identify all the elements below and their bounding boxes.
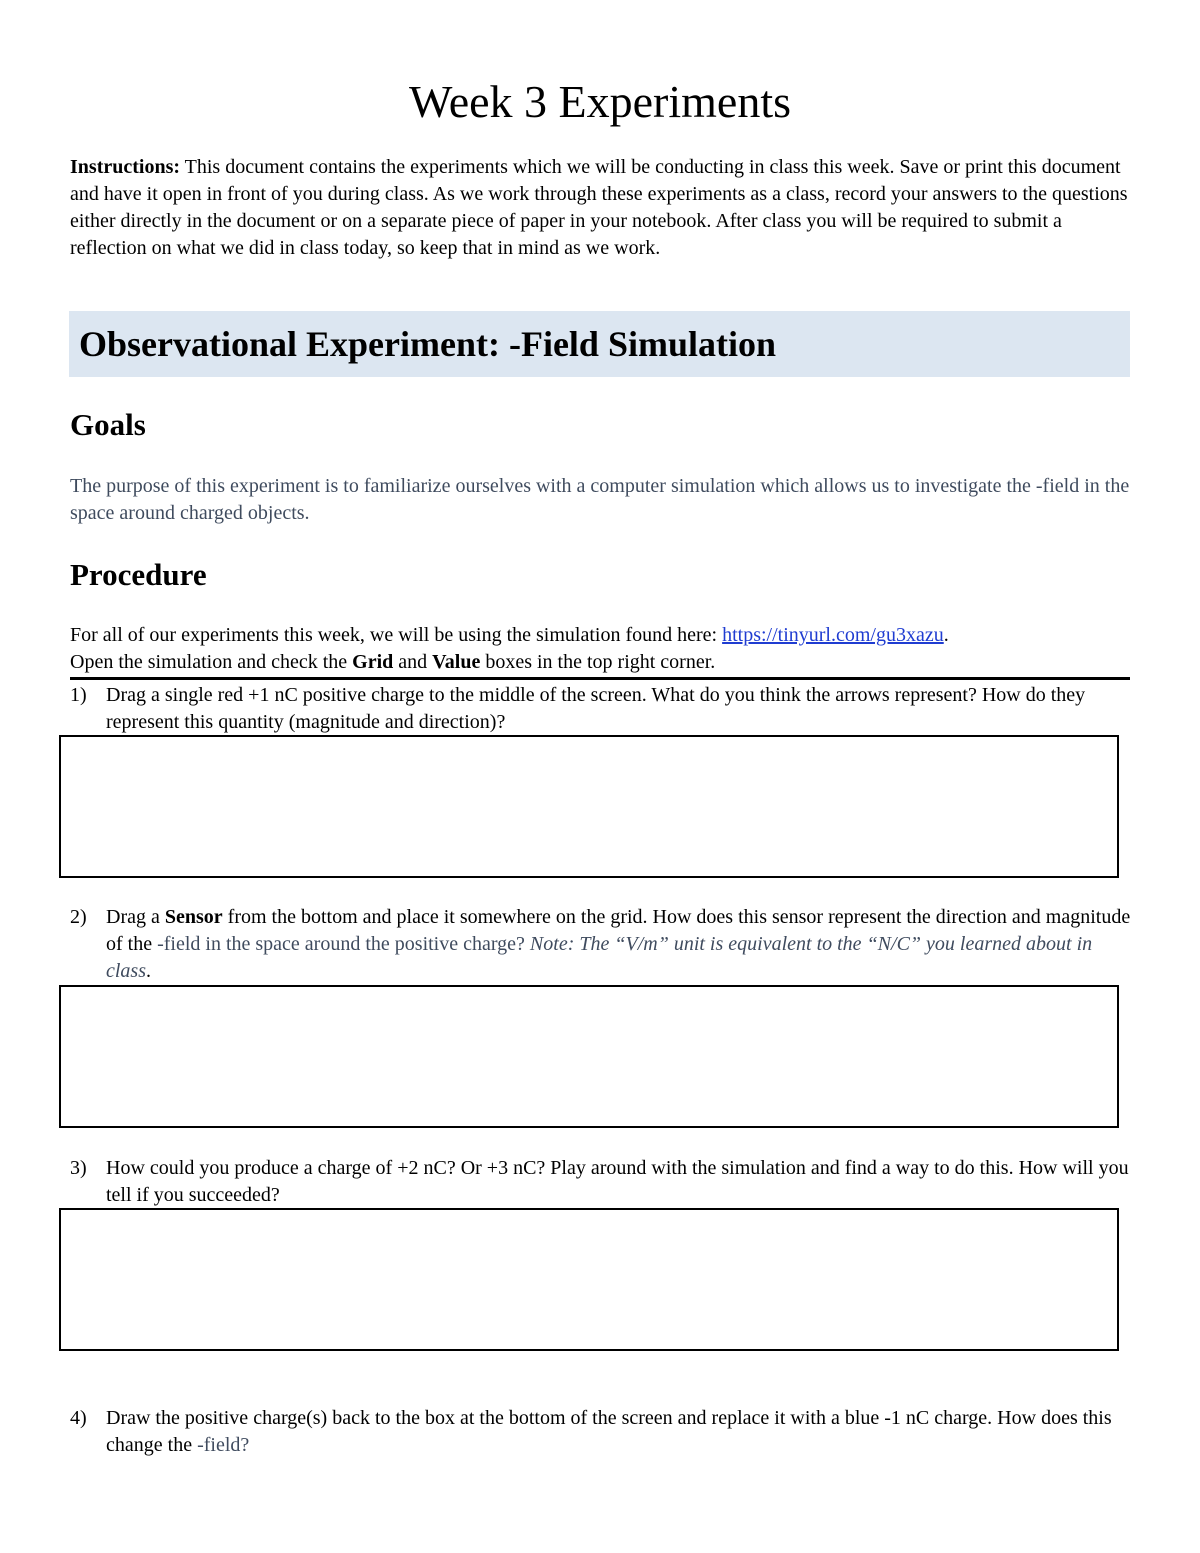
question-text: How could you produce a charge of +2 nC? Or +3 nC? Play around with the simulation and find a way to do this. How will you tell if you succeeded? <box>106 1157 1129 1206</box>
instructions-text: This document contains the experiments which we will be conducting in class this week. Save or print this document and have it open in front of you during class. As we work through these experiments as a class, record your answers to the questions either directly in the document or on a separate piece of paper in your notebook. After class you will be required to submit a reflection on what we did in class today, so keep that in mind as we work. <box>70 156 1128 259</box>
answer-box-1[interactable] <box>59 735 1119 878</box>
question-3 <box>70 1155 1132 1209</box>
procedure-open-text: Open the simulation and check the <box>70 651 353 673</box>
question-number: 3) <box>70 1157 87 1179</box>
question-text-start: Draw the positive charge(s) back to the box at the bottom of the screen and replace it with a blue -1 nC charge. How does this change the <box>106 1407 1112 1456</box>
question-text <box>70 904 1132 985</box>
question-text-end: . <box>146 960 151 982</box>
page-title: Week 3 Experiments <box>408 76 792 127</box>
sensor-label: Sensor <box>164 906 223 928</box>
field-text: -field in the space around the positive charge? <box>157 933 530 955</box>
question-text-middle: from the bottom and place it somewhere on the grid. How does this sensor represent the direction and magnitude of the <box>106 906 1131 955</box>
question-text-start: Drag a <box>106 906 165 928</box>
value-label: Value <box>432 651 481 673</box>
procedure-heading: Procedure <box>70 557 207 592</box>
goals-heading: Goals <box>70 407 146 442</box>
goals-text: The purpose of this experiment is to familiarize ourselves with a computer simulation which allows us to investigate the -field in the space around charged objects. <box>70 475 1130 524</box>
answer-box-3[interactable] <box>59 1208 1119 1351</box>
question-number: 2) <box>70 906 87 928</box>
procedure-intro-text: For all of our experiments this week, we will be using the simulation found here: <box>70 624 723 646</box>
grid-label: Grid <box>352 651 394 673</box>
answer-box-2[interactable] <box>59 985 1119 1128</box>
procedure-and-text: and <box>393 651 433 673</box>
section-banner <box>69 311 1130 377</box>
procedure-corner-text: boxes in the top right corner. <box>480 651 716 673</box>
question-1 <box>70 682 1132 736</box>
section-title: Observational Experiment: -Field Simulation <box>79 324 776 364</box>
instructions-paragraph <box>70 154 1135 262</box>
question-text <box>70 1405 1132 1459</box>
field-text: -field? <box>197 1434 250 1456</box>
question-number: 4) <box>70 1407 87 1429</box>
simulation-link[interactable]: https://tinyurl.com/gu3xazu <box>722 624 944 646</box>
units-note: Note: The “V/m” unit is equivalent to the “N/C” you learned about in class <box>106 933 1093 982</box>
question-4 <box>70 1405 1132 1459</box>
question-2 <box>70 904 1132 985</box>
instructions-label: Instructions: <box>70 156 181 178</box>
question-text: Drag a single red +1 nC positive charge to the middle of the screen. What do you think the arrows represent? How do they represent this quantity (magnitude and direction)? <box>106 684 1086 733</box>
question-number: 1) <box>70 684 87 706</box>
procedure-intro-period: . <box>943 624 949 646</box>
procedure-intro <box>70 622 1130 676</box>
horizontal-rule <box>70 677 1130 680</box>
